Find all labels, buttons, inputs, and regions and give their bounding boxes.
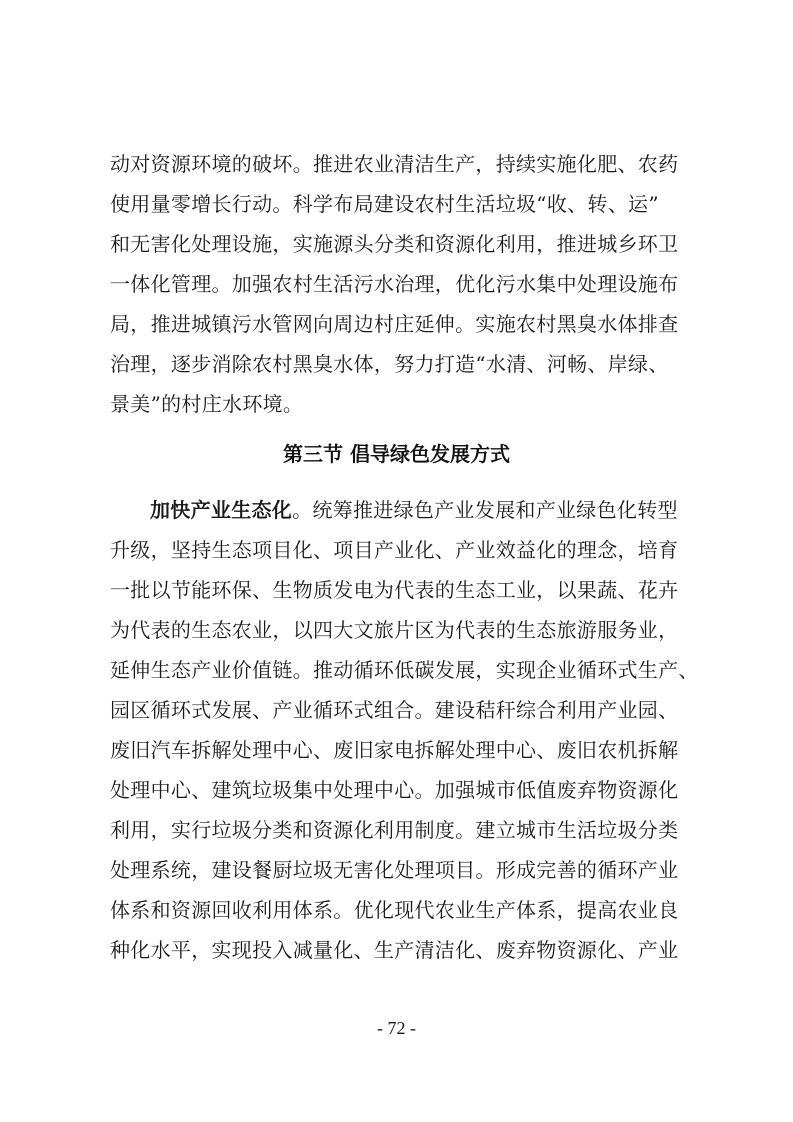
paragraph-first-line <box>150 492 690 528</box>
body-line: 处理系统，建设餐厨垃圾无害化处理项目。形成完善的循环产业 <box>110 858 679 882</box>
body-line: 体系和资源回收利用体系。优化现代农业生产体系，提高农业良 <box>110 898 679 922</box>
section-heading: 第三节 倡导绿色发展方式 <box>283 442 510 466</box>
body-line: 废旧汽车拆解处理中心、废旧家电拆解处理中心、废旧农机拆解 <box>110 738 679 762</box>
body-line: 局，推进城镇污水管网向周边村庄延伸。实施农村黑臭水体排查 <box>110 312 679 336</box>
body-line: 一批以节能环保、生物质发电为代表的生态工业，以果蔬、花卉 <box>110 578 679 602</box>
body-line: 和无害化处理设施，实施源头分类和资源化利用，推进城乡环卫 <box>110 232 679 256</box>
body-line: 为代表的生态农业，以四大文旅片区为代表的生态旅游服务业， <box>110 618 679 642</box>
body-line: 种化水平，实现投入减量化、生产清洁化、废弃物资源化、产业 <box>110 938 679 962</box>
body-line: 延伸生态产业价值链。推动循环低碳发展，实现企业循环式生产、 <box>110 658 699 682</box>
paragraph-first-rest: 。统筹推进绿色产业发展和产业绿色化转型 <box>292 498 678 522</box>
paragraph-lead-bold: 加快产业生态化 <box>150 498 293 522</box>
body-line: 使用量零增长行动。科学布局建设农村生活垃圾“收、转、运” <box>110 192 659 216</box>
page-number: - 72 - <box>377 1018 416 1038</box>
body-line: 一体化管理。加强农村生活污水治理，优化污水集中处理设施布 <box>110 272 679 296</box>
body-line: 园区循环式发展、产业循环式组合。建设秸秆综合利用产业园、 <box>110 698 679 722</box>
body-line: 利用，实行垃圾分类和资源化利用制度。建立城市生活垃圾分类 <box>110 818 679 842</box>
body-line: 治理，逐步消除农村黑臭水体，努力打造“水清、河畅、岸绿、 <box>110 352 669 376</box>
body-line: 处理中心、建筑垃圾集中处理中心。加强城市低值废弃物资源化 <box>110 778 679 802</box>
body-line: 景美”的村庄水环境。 <box>110 392 304 416</box>
body-line: 升级，坚持生态项目化、项目产业化、产业效益化的理念，培育 <box>110 538 679 562</box>
body-line: 动对资源环境的破坏。推进农业清洁生产，持续实施化肥、农药 <box>110 152 679 176</box>
